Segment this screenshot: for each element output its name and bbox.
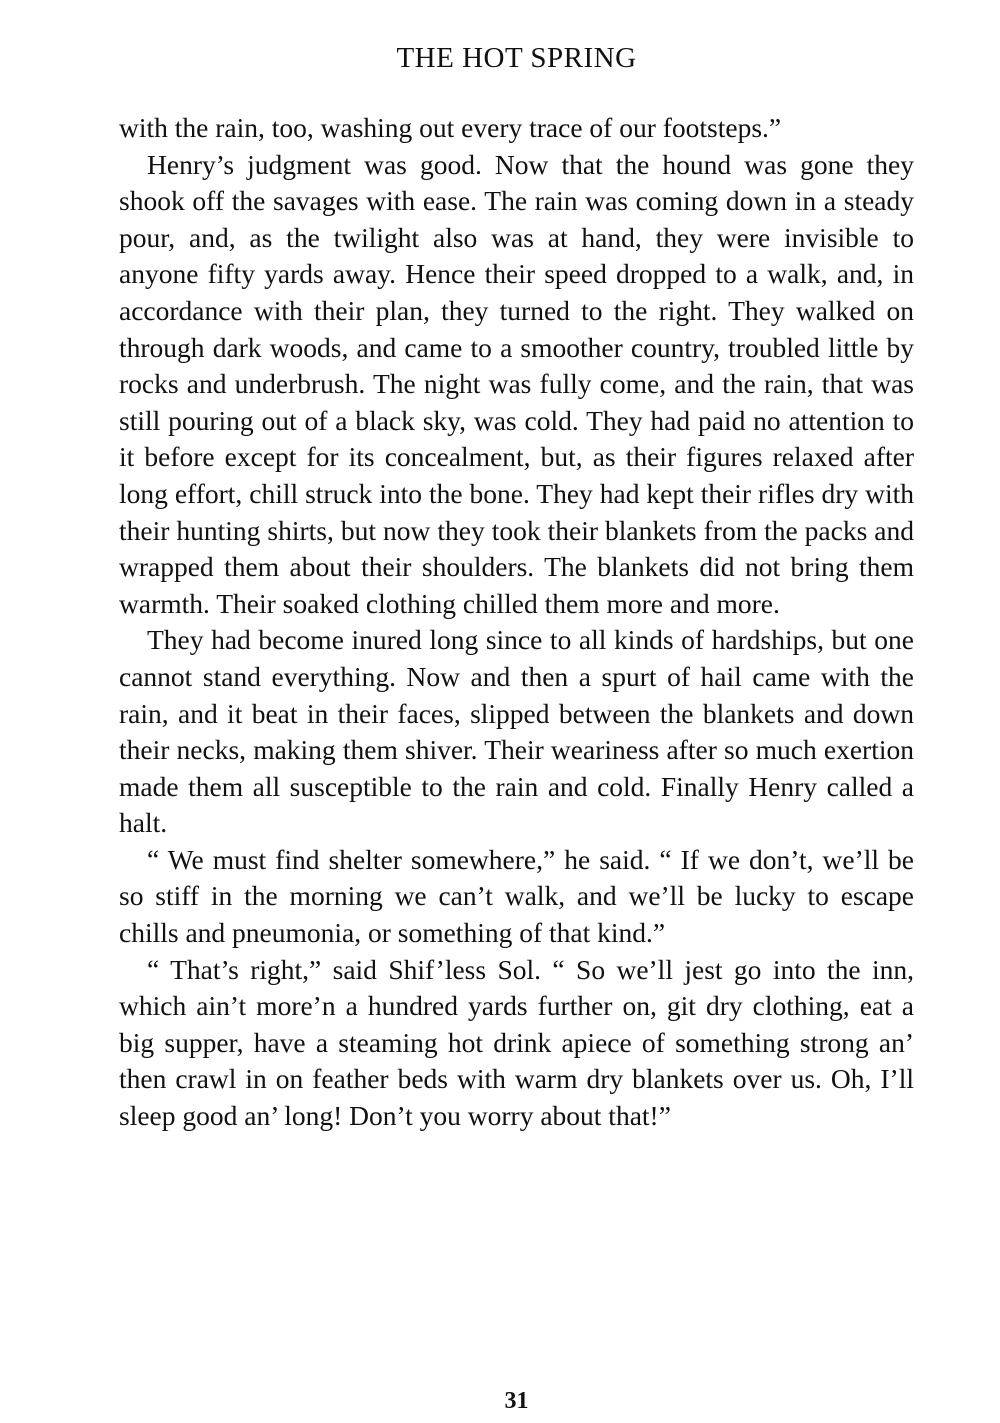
page-number: 31 [504, 1388, 529, 1414]
paragraph-sol-dialogue: “ That’s right,” said Shif’less Sol. “ So we’ll jest go into the inn, which ain’t more’n a hundred yards further on, git dry clothing, eat a big supper, have a steaming hot drink apiece of something strong an’ then crawl in on feather beds with warm dry blankets over us. Oh, I’ll sleep good an’ long! Don’t you worry about that!” [119, 953, 914, 1132]
paragraph-continuation: with the rain, too, washing out every trace of our footsteps.” [119, 112, 782, 143]
paragraph-hardships: They had become inured long since to all kinds of hardships, but one cannot stand everything. Now and then a spurt of hail came with the rain, and it beat in their faces, slipped between the blankets and down their necks, making them shiver. Their weariness after so much exertion made them all susceptible to the rain and cold. Finally Henry called a halt. [119, 624, 914, 839]
body-text [119, 110, 914, 1135]
book-page [119, 0, 914, 1423]
paragraph-henry-dialogue: “ We must find shelter somewhere,” he said. “ If we don’t, we’ll be so stiff in the morning we can’t walk, and we’ll be lucky to escape chills and pneumonia, or something of that kind.” [119, 843, 914, 949]
paragraph-henry-judgment: Henry’s judgment was good. Now that the hound was gone they shook off the savages with ease. The rain was coming down in a steady pour, and, as the twilight also was at hand, they were invisible to anyone fifty yards away. Hence their speed dropped to a walk, and, in accordance with their plan, they turned to the right. They walked on through dark woods, and came to a smoother country, troubled little by rocks and underbrush. The night was fully come, and the rain, that was still pouring out of a black sky, was cold. They had paid no attention to it before except for its concealment, but, as their figures relaxed after long effort, chill struck into the bone. They had kept their rifles dry with their hunting shirts, but now they took their blankets from the packs and wrapped them about their shoulders. The blankets did not bring them warmth. Their soaked clothing chilled them more and more. [119, 148, 914, 619]
running-head: THE HOT SPRING [396, 42, 637, 74]
